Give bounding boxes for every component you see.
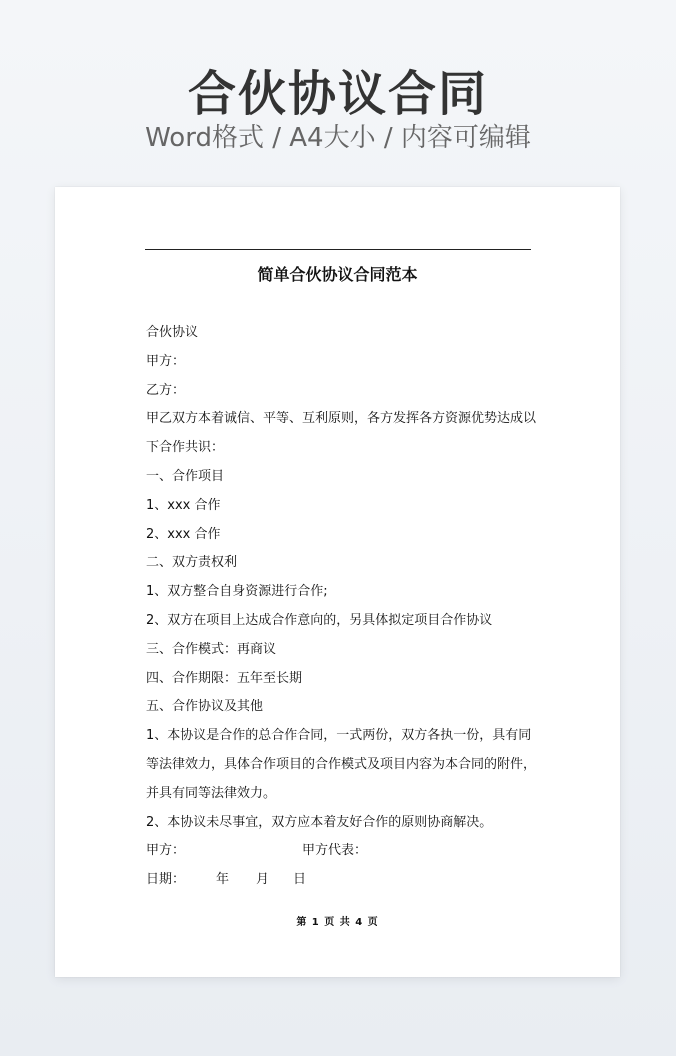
document-page (55, 187, 620, 977)
party-a-signature-label: 甲方： (146, 843, 186, 859)
document-title: 简单合伙协议合同范本 (257, 265, 418, 284)
poster-subtitle: Word格式 / A4大小 / 内容可编辑 (145, 123, 531, 153)
doc-line: 乙方： (146, 382, 186, 398)
party-a-rep-signature-label: 甲方代表： (302, 843, 368, 859)
doc-line: 等法律效力，具体合作项目的合作模式及项目内容为本合同的附件， (146, 756, 537, 772)
doc-line: 二、双方责权利 (146, 555, 238, 571)
doc-line: 1、xxx 合作 (146, 497, 221, 513)
doc-line: 并具有同等法律效力。 (146, 785, 277, 801)
doc-line: 1、本协议是合作的总合作合同，一式两份，双方各执一份，具有同 (146, 728, 532, 744)
doc-line: 下合作共识： (146, 440, 225, 456)
date-year: 年 (216, 872, 230, 888)
doc-line: 五、合作协议及其他 (146, 699, 264, 715)
doc-line: 2、xxx 合作 (146, 526, 221, 542)
doc-line: 2、双方在项目上达成合作意向的，另具体拟定项目合作协议 (146, 612, 493, 628)
doc-line: 甲乙双方本着诚信、平等、互利原则，各方发挥各方资源优势达成以 (146, 411, 537, 427)
doc-line: 2、本协议未尽事宜，双方应本着友好合作的原则协商解决。 (146, 814, 493, 830)
document-body (146, 319, 541, 895)
date-label: 日期： (146, 872, 186, 888)
doc-line: 三、合作模式：再商议 (146, 641, 277, 657)
poster-title: 合伙协议合同 (187, 66, 488, 122)
date-day: 日 (293, 872, 307, 888)
page-number-footer: 第 1 页 共 4 页 (296, 917, 379, 928)
header-rule (145, 249, 531, 250)
doc-line: 合伙协议 (146, 325, 199, 340)
date-month: 月 (256, 872, 270, 888)
signature-row (146, 837, 541, 866)
doc-line: 甲方： (146, 353, 186, 369)
doc-line: 1、双方整合自身资源进行合作; (146, 584, 328, 600)
date-row (146, 866, 541, 895)
doc-line: 一、合作项目 (146, 468, 225, 484)
doc-line: 四、合作期限：五年至长期 (146, 670, 303, 686)
